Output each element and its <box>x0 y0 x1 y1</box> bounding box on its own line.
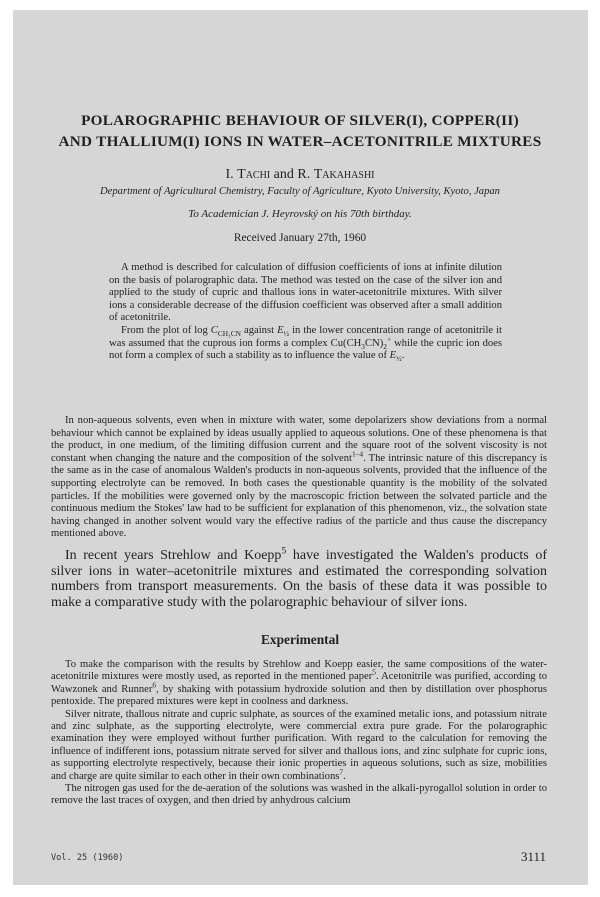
text: , by shaking with potassium hydroxide solution and then by distillation over phosphorus pentoxide. The prepared mixtures were kept in coolness and darkness. <box>51 683 548 708</box>
text: . <box>401 350 405 362</box>
math-e: E <box>389 350 397 362</box>
abstract <box>109 262 502 363</box>
math-sub: CH₃CN <box>217 329 242 339</box>
reference-superscript: 7 <box>339 767 344 777</box>
reference-superscript: 6 <box>152 680 157 690</box>
affiliation: Department of Agricultural Chemistry, Faculty of Agriculture, Kyoto University, Kyoto, Japan <box>100 186 500 197</box>
title-line-1: POLAROGRAPHIC BEHAVIOUR OF SILVER(I), COPPER(II) <box>81 112 519 129</box>
reference-superscript: 5 <box>372 667 376 677</box>
text: Silver nitrate, thallous nitrate and cupric sulphate, as sources of the examined metalic ions, and potassium nitrate and zinc sulphate, as the supporting electrolyte, were commercial extra pure grade. For the polarographic examination they were employed without further purification. With regard to the calculation for removing the influence of indifferent ions, potassium nitrate served for silver and thallous ions, and zinc sulphate for cupric ions, as supporting electrolyte respectively, because their ionic properties in aqueous solutions, such as size, mobilities and charge are quite similar to each other in their own combinations <box>51 708 547 782</box>
text: . The intrinsic nature of this discrepancy is the same as in the case of anomalous Walden's products in non-aqueous solvents, provided that the influence of the supporting electrolyte can be removed. In both cases the questionable quantity is the mobility of the solvated particles. If the mobilities were governed only by the macroscopic friction between the solvated particle and the continuous medium the Stokes' law had to be sufficient for explanation of this phenomenon, viz., the solvation state having changed in another solvent would vary the effective radius of the particle and thus cause the discrepancy mentioned above. <box>51 452 547 540</box>
experimental-paragraph-1 <box>51 659 547 709</box>
text: . Acetonitrile was purified, according to Wawzonek and Runner <box>51 671 547 695</box>
reference-superscript: 5 <box>281 545 287 557</box>
text: have investigated the Walden's products of silver ions in water–acetonitrile mixtures and estimated the corresponding solvation numbers from transport measurements. On the basis of these data it was possible to make a comparative study with the polarographic behaviour of silver ions. <box>51 548 547 610</box>
math-sub: 2 <box>383 341 387 351</box>
math-sub: 3 <box>361 341 365 351</box>
introduction-small <box>51 415 547 541</box>
author-1-name: Tachi <box>237 167 271 182</box>
math-e: E <box>277 324 284 336</box>
introduction-large <box>51 545 547 610</box>
intro-paragraph-1 <box>51 415 547 541</box>
text: To make the comparison with the results by Strehlow and Koepp easier, the same compositions of the water-acetonitrile mixtures were mostly used, as reported in the mentioned paper <box>51 659 547 683</box>
text: From the plot of log <box>121 324 211 336</box>
section-heading-experimental: Experimental <box>260 632 340 647</box>
dedication: To Academician J. Heyrovský on his 70th birthday. <box>188 208 412 220</box>
author-2-initial: R. <box>297 167 314 182</box>
math-c: C <box>210 324 218 336</box>
text: in the lower concentration range of acetonitrile it was assumed that the cuprous ion forms a complex Cu(CH <box>109 324 502 349</box>
title-line-2: AND THALLIUM(I) IONS IN WATER–ACETONITRILE MIXTURES <box>58 133 542 150</box>
experimental-paragraph-3: The nitrogen gas used for the de-aeration of the solutions was washed in the alkali-pyrogallol solution in order to remove the last traces of oxygen, and then dried by anhydrous calcium <box>51 783 547 807</box>
author-1-initial: I. <box>225 167 238 182</box>
authors <box>0 167 600 183</box>
footer-volume: Vol. 25 (1960) <box>51 853 124 863</box>
received-date: Received January 27th, 1960 <box>233 232 367 244</box>
text: against <box>241 324 278 336</box>
footer-page-number: 3111 <box>520 849 546 864</box>
text: In recent years Strehlow and Koepp <box>65 548 282 563</box>
abstract-paragraph-2 <box>109 325 502 363</box>
math-sub: ½ <box>396 354 402 364</box>
paper-title <box>0 110 600 152</box>
math-sup: + <box>386 334 392 344</box>
reference-superscript: 1–4 <box>351 449 364 459</box>
experimental-paragraph-2 <box>51 709 547 783</box>
text: CN) <box>365 337 384 349</box>
text: while the cupric ion does not form a complex of such a stability as to influence the value of <box>109 337 502 362</box>
intro-paragraph-2 <box>51 545 547 610</box>
text: . <box>343 770 346 782</box>
experimental-section <box>51 659 547 808</box>
author-2-name: Takahashi <box>313 167 375 182</box>
math-sub: ½ <box>283 329 290 339</box>
author-conjunction: and <box>270 167 298 182</box>
abstract-paragraph-1: A method is described for calculation of diffusion coefficients of ions at infinite dilution on the basis of polarographic data. The method was tested on the case of the silver ion and applied to the study of cupric and thallous ions in water-acetonitrile mixtures. With silver ions a considerable decrease of the diffusion coefficient was observed after a small addition of acetonitrile. <box>109 262 502 324</box>
text: In non-aqueous solvents, even when in mixture with water, some depolarizers show deviations from a normal behaviour which cannot be explained by ideas usually applied to aqueous solutions. One of these phenomena is that the product, in one medium, of the limiting diffusion current and the square root of the solvent viscosity is not constant when changing the nature and the composition of the solvent <box>51 415 547 464</box>
